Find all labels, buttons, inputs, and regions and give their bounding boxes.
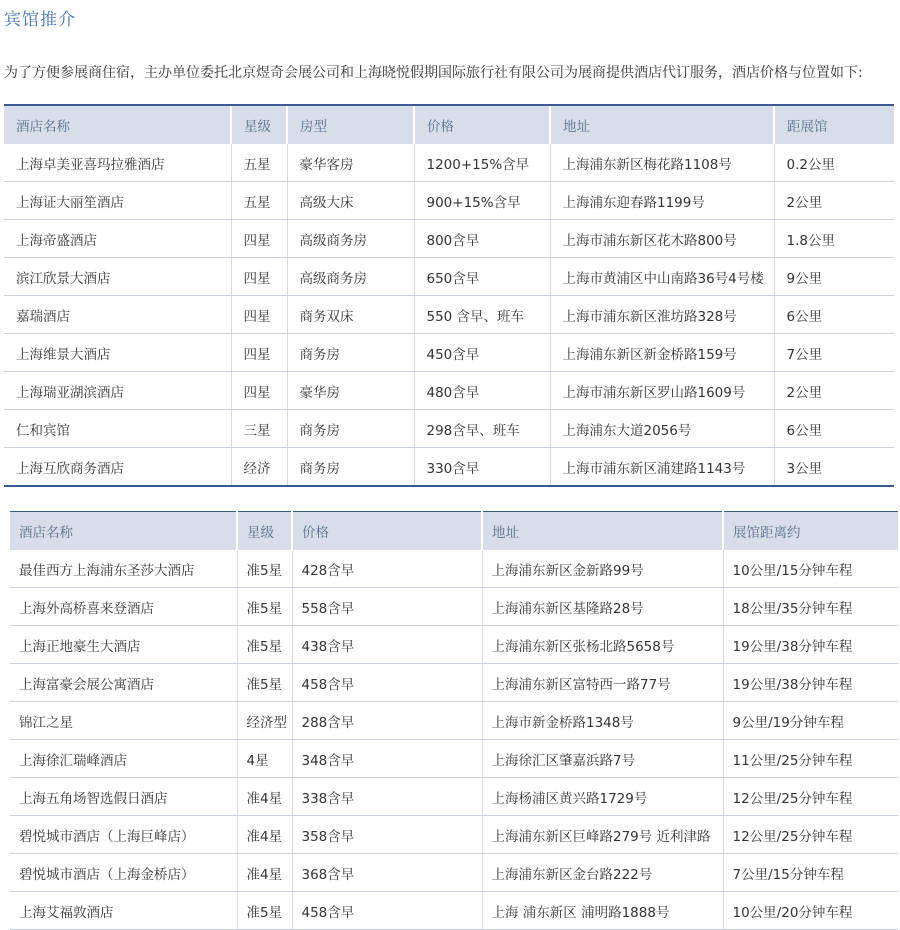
table-cell: 800含早	[414, 220, 550, 258]
table-cell: 上海浦东大道2056号	[550, 410, 774, 448]
intro-text: 为了方便参展商住宿，主办单位委托北京煜奇会展公司和上海晓悦假期国际旅行社有限公司为展商提供酒店代订服务，酒店价格与位置如下:	[4, 65, 863, 81]
table-cell: 348含早	[292, 740, 482, 778]
column-header: 地址	[550, 105, 774, 144]
table-row	[4, 334, 894, 372]
table-cell: 高级商务房	[287, 258, 414, 296]
table-cell: 900+15%含早	[414, 182, 550, 220]
table-header-row	[4, 105, 894, 144]
table-cell: 上海外高桥喜来登酒店	[10, 588, 237, 626]
table-cell: 上海五角场智选假日酒店	[10, 778, 237, 816]
table-cell: 298含早、班车	[414, 410, 550, 448]
hotel-table-2	[10, 511, 898, 930]
table-cell: 准5星	[237, 892, 292, 930]
table-cell: 7公里/15分钟车程	[723, 854, 898, 892]
table-cell: 五星	[231, 144, 287, 182]
table-cell: 上海浦东新区富特西一路77号	[482, 664, 723, 702]
table-cell: 12公里/25分钟车程	[723, 816, 898, 854]
table-cell: 上海正地豪生大酒店	[10, 626, 237, 664]
table-cell: 650含早	[414, 258, 550, 296]
table-cell: 9公里	[774, 258, 894, 296]
table-cell: 最佳西方上海浦东圣莎大酒店	[10, 550, 237, 588]
column-header: 房型	[287, 105, 414, 144]
column-header: 价格	[292, 512, 482, 551]
table-cell: 上海市浦东新区浦建路1143号	[550, 448, 774, 487]
table-row	[4, 182, 894, 220]
table-cell: 19公里/38分钟车程	[723, 626, 898, 664]
page-title: 宾馆推介	[4, 10, 76, 30]
table-row	[4, 220, 894, 258]
table-cell: 锦江之星	[10, 702, 237, 740]
table-cell: 上海浦东新区金新路99号	[482, 550, 723, 588]
table-cell: 四星	[231, 296, 287, 334]
table-cell: 上海市新金桥路1348号	[482, 702, 723, 740]
table-cell: 438含早	[292, 626, 482, 664]
table-cell: 11公里/25分钟车程	[723, 740, 898, 778]
table-cell: 上海证大丽笙酒店	[4, 182, 231, 220]
table-cell: 4星	[237, 740, 292, 778]
table-cell: 558含早	[292, 588, 482, 626]
table-cell: 上海浦东新区张杨北路5658号	[482, 626, 723, 664]
table-cell: 0.2公里	[774, 144, 894, 182]
table-cell: 480含早	[414, 372, 550, 410]
table-cell: 450含早	[414, 334, 550, 372]
table-cell: 五星	[231, 182, 287, 220]
table-cell: 上海帝盛酒店	[4, 220, 231, 258]
table-cell: 上海浦东新区基隆路28号	[482, 588, 723, 626]
table-cell: 上海 浦东新区 浦明路1888号	[482, 892, 723, 930]
table-cell: 1200+15%含早	[414, 144, 550, 182]
table-row	[10, 854, 898, 892]
table-cell: 338含早	[292, 778, 482, 816]
table-cell: 嘉瑞酒店	[4, 296, 231, 334]
table-cell: 仁和宾馆	[4, 410, 231, 448]
table-cell: 四星	[231, 372, 287, 410]
column-header: 酒店名称	[4, 105, 231, 144]
table-cell: 商务房	[287, 448, 414, 487]
table-cell: 10公里/15分钟车程	[723, 550, 898, 588]
table-cell: 9公里/19分钟车程	[723, 702, 898, 740]
table-cell: 12公里/25分钟车程	[723, 778, 898, 816]
table-row	[10, 778, 898, 816]
table-cell: 2公里	[774, 372, 894, 410]
table-cell: 商务房	[287, 410, 414, 448]
table-cell: 2公里	[774, 182, 894, 220]
table-cell: 3公里	[774, 448, 894, 487]
table-cell: 商务双床	[287, 296, 414, 334]
table-row	[10, 892, 898, 930]
table-cell: 550 含早、班车	[414, 296, 550, 334]
table-cell: 358含早	[292, 816, 482, 854]
table-cell: 上海市浦东新区花木路800号	[550, 220, 774, 258]
table-cell: 7公里	[774, 334, 894, 372]
table-cell: 四星	[231, 258, 287, 296]
table-cell: 准5星	[237, 588, 292, 626]
table-cell: 高级大床	[287, 182, 414, 220]
table-cell: 准5星	[237, 664, 292, 702]
table-cell: 准4星	[237, 816, 292, 854]
table-cell: 准4星	[237, 778, 292, 816]
table-cell: 经济型	[237, 702, 292, 740]
table-cell: 上海维景大酒店	[4, 334, 231, 372]
table-cell: 上海杨浦区黄兴路1729号	[482, 778, 723, 816]
table-cell: 6公里	[774, 296, 894, 334]
table-row	[4, 144, 894, 182]
table-cell: 三星	[231, 410, 287, 448]
table-cell: 10公里/20分钟车程	[723, 892, 898, 930]
table-cell: 上海市黄浦区中山南路36号4号楼	[550, 258, 774, 296]
table-cell: 上海徐汇区肇嘉浜路7号	[482, 740, 723, 778]
table-row	[10, 740, 898, 778]
column-header: 价格	[414, 105, 550, 144]
column-header: 展馆距离约	[723, 512, 898, 551]
table-cell: 428含早	[292, 550, 482, 588]
column-header: 地址	[482, 512, 723, 551]
table-cell: 18公里/35分钟车程	[723, 588, 898, 626]
table-cell: 四星	[231, 220, 287, 258]
table-row	[10, 816, 898, 854]
table-cell: 商务房	[287, 334, 414, 372]
table-cell: 上海瑞亚湖滨酒店	[4, 372, 231, 410]
table-cell: 上海徐汇瑞峰酒店	[10, 740, 237, 778]
table-cell: 上海浦东新区金台路222号	[482, 854, 723, 892]
table-cell: 碧悦城市酒店（上海金桥店）	[10, 854, 237, 892]
table-cell: 准5星	[237, 550, 292, 588]
table-cell: 上海浦东新区新金桥路159号	[550, 334, 774, 372]
table-cell: 6公里	[774, 410, 894, 448]
table-cell: 458含早	[292, 892, 482, 930]
table-row	[10, 664, 898, 702]
column-header: 酒店名称	[10, 512, 237, 551]
table-cell: 上海卓美亚喜玛拉雅酒店	[4, 144, 231, 182]
table-cell: 458含早	[292, 664, 482, 702]
table-row	[4, 258, 894, 296]
table-cell: 上海富豪会展公寓酒店	[10, 664, 237, 702]
table-cell: 准5星	[237, 626, 292, 664]
table-row	[10, 588, 898, 626]
table-header-row	[10, 512, 898, 551]
table-cell: 上海浦东迎春路1199号	[550, 182, 774, 220]
table-cell: 上海浦东新区梅花路1108号	[550, 144, 774, 182]
table-cell: 滨江欣景大酒店	[4, 258, 231, 296]
table-row	[4, 372, 894, 410]
table-row	[10, 702, 898, 740]
column-header: 星级	[231, 105, 287, 144]
column-header: 距展馆	[774, 105, 894, 144]
table-cell: 上海浦东新区巨峰路279号 近利津路	[482, 816, 723, 854]
table-cell: 368含早	[292, 854, 482, 892]
table-row	[4, 296, 894, 334]
table-cell: 准4星	[237, 854, 292, 892]
table-row	[10, 626, 898, 664]
table-row	[4, 448, 894, 487]
table-cell: 288含早	[292, 702, 482, 740]
column-header: 星级	[237, 512, 292, 551]
table-cell: 高级商务房	[287, 220, 414, 258]
table-cell: 豪华客房	[287, 144, 414, 182]
table-cell: 19公里/38分钟车程	[723, 664, 898, 702]
table-row	[10, 550, 898, 588]
hotel-table-1	[4, 104, 894, 487]
table-row	[4, 410, 894, 448]
table-cell: 四星	[231, 334, 287, 372]
table-cell: 上海艾福敦酒店	[10, 892, 237, 930]
table-cell: 碧悦城市酒店（上海巨峰店）	[10, 816, 237, 854]
table-cell: 上海互欣商务酒店	[4, 448, 231, 487]
table-cell: 1.8公里	[774, 220, 894, 258]
table-cell: 上海市浦东新区罗山路1609号	[550, 372, 774, 410]
table-cell: 上海市浦东新区淮坊路328号	[550, 296, 774, 334]
table-cell: 豪华房	[287, 372, 414, 410]
table-cell: 经济	[231, 448, 287, 487]
table-cell: 330含早	[414, 448, 550, 487]
